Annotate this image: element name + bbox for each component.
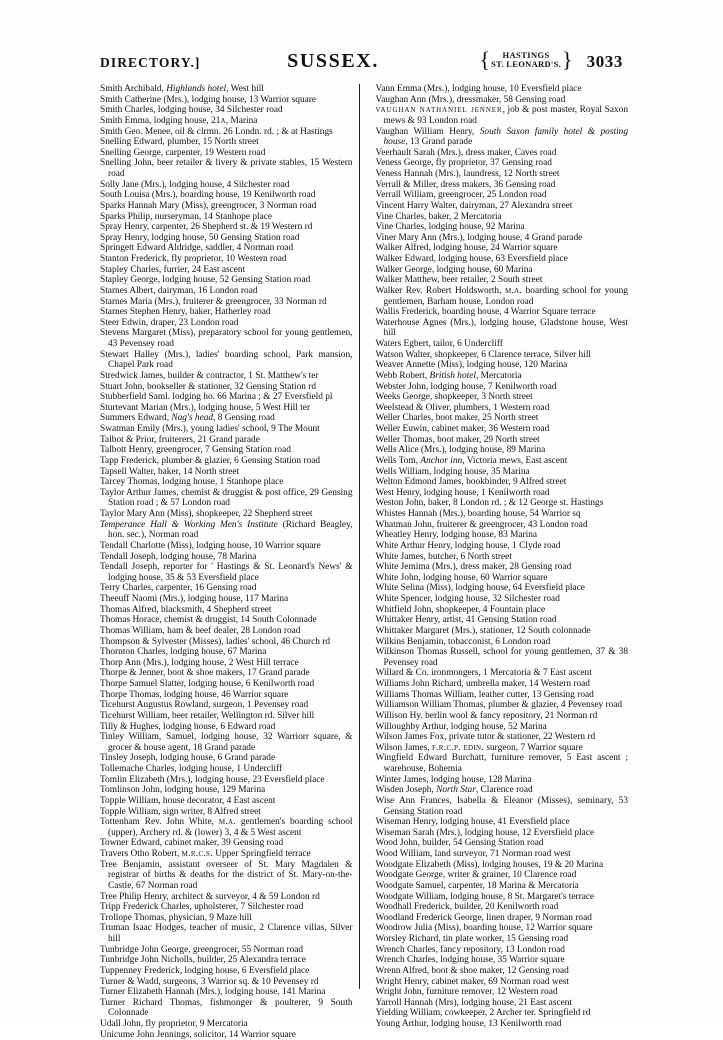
directory-entry: Turner Richard Thomas, fishmonger & poulterer, 9 South Colonnade xyxy=(100,997,353,1019)
directory-entry: Smith Archibald, Highlands hotel, West hill xyxy=(100,84,264,94)
directory-entry: Stubberfield Saml. lodging ho. 66 Marina ; & 27 Eversfield pl xyxy=(100,392,333,403)
directory-entry: Starnes Albert, dairyman, 16 London road xyxy=(100,285,258,296)
header-county-title: SUSSEX. xyxy=(287,50,379,72)
directory-entry: Trollope Thomas, physician, 9 Maze hill xyxy=(100,912,252,923)
directory-entry: Wells Alice (Mrs.), lodging house, 89 Marina xyxy=(375,445,546,456)
directory-entry: Ticehurst William, beer retailer, Wellington rd. Silver hill xyxy=(100,710,315,721)
directory-entry: Stapley Charles, furrier, 24 East ascent xyxy=(100,264,246,275)
directory-entry: Tendall Joseph, lodging house, 78 Marina xyxy=(100,551,257,562)
directory-entry: Topple William, sign writer, 8 Alfred street xyxy=(100,806,261,817)
directory-entry: Wells Tom, Anchor inn, Victoria mews, East ascent xyxy=(375,455,568,466)
directory-entry: Wingfield Edward Burchatt, furniture remover, 5 East ascent ; warehouse, Bohemia xyxy=(375,753,628,774)
directory-entry: Tinsley Joseph, lodging house, 6 Grand parade xyxy=(100,753,276,764)
directory-entry: Taylor Mary Ann (Miss), shopkeeper, 22 Shepherd street xyxy=(100,509,313,519)
directory-entry: Spray Henry, carpenter, 26 Shepherd st. & 19 Western rd xyxy=(100,222,313,233)
directory-entry: Thorpe Samuel Slatter, lodging house, 6 Kenilworth road xyxy=(100,679,315,689)
directory-entry: Stanton Frederick, fly proprietor, 10 Western road xyxy=(100,254,287,264)
directory-entry: Walker Alfred, lodging house, 24 Warrior square xyxy=(375,243,558,254)
directory-entry: Terry Charles, carpenter, 16 Gensing road xyxy=(100,583,257,594)
directory-entry: Wood John, builder, 54 Gensing Station road xyxy=(375,838,544,849)
directory-entry: Yarroll Hannah (Mrs), lodging house, 21 East ascent xyxy=(375,997,573,1008)
directory-entry: Wood William, land surveyor, 71 Norman road west xyxy=(375,849,571,859)
directory-entry: Tinley William, Samuel, lodging house, 32 Warriorr square, & grocer & house agent, 18 Grand parade xyxy=(100,732,353,753)
directory-entry: Smith Catherine (Mrs.), lodging house, 13 Warrior square xyxy=(100,94,317,105)
directory-entry: Taylor Arthur James, chemist & druggist & post office, 29 Gensing Station road ; & 57 London road xyxy=(100,487,353,509)
directory-entry: Stewart Halley (Mrs.), ladies' boarding school, Park mansion, Chapel Park road xyxy=(100,349,353,371)
column-divider xyxy=(359,84,360,989)
directory-entry: Willard & Co. ironmongers, 1 Mercatoria & 7 East ascent xyxy=(375,668,592,679)
directory-entry: Waterhouse Agnes (Mrs.), lodging house, Gladstone house, West hill xyxy=(375,317,628,339)
directory-entry: Vaughan Ann (Mrs.), dressmaker, 58 Gensing road xyxy=(375,94,566,105)
directory-entry: Watson Walter, shopkeeper, 6 Clarence terrace, Silver hill xyxy=(375,349,592,360)
directory-entry: Stevens Margaret (Miss), preparatory school for young gentlemen, 43 Pevensey road xyxy=(100,328,353,349)
directory-entry: Webster John, lodging house, 7 Kenilworth road xyxy=(375,381,557,392)
directory-entry: vaughan nathaniel jenner, job & post master, Royal Saxon mews & 93 London road xyxy=(375,105,628,126)
directory-entry: Wells William, lodging house, 35 Marina xyxy=(375,466,530,477)
directory-entry: Tomlin Elizabeth (Mrs.), lodging house, 23 Eversfield place xyxy=(100,774,325,785)
directory-entry: Veness George, fly proprietor, 37 Gensing road xyxy=(375,158,552,169)
directory-entry: Thompson & Sylvester (Misses), ladies' school, 46 Church rd xyxy=(100,636,331,647)
directory-entry: Temperance Hall & Working Men's Institute (Richard Beagley, hon. sec.), Norman road xyxy=(100,519,353,541)
directory-entry: Woodrow Julia (Miss), boarding house, 12 Warrior square xyxy=(375,923,593,934)
directory-column-left xyxy=(100,84,359,1040)
directory-entry: Stredwick James, builder & contractor, 1 St. Matthew's ter xyxy=(100,370,319,381)
directory-entry: Stapley George, lodging house, 52 Gensing Station road xyxy=(100,275,311,286)
directory-entry: Whittaker Margaret (Mrs.), stationer, 12 South colonnade xyxy=(375,625,591,636)
directory-entry: Ticehurst Augustus Rowland, surgeon, 1 Pevensey road xyxy=(100,700,309,711)
directory-entry: Wilson James, f.r.c.p. edin. surgeon, 7 Warrior square xyxy=(375,742,583,753)
directory-entry: Thomas Alfred, blacksmith, 4 Shepherd street xyxy=(100,604,272,615)
directory-entry: Wise Ann Frances, Isabella & Eleanor (Misses), seminary, 53 Gensing Station road xyxy=(375,795,628,817)
directory-entry: Tendall Joseph, reporter for ' Hastings & St. Leonard's News' & lodging house, 35 & 53 Eversfield place xyxy=(100,562,353,583)
directory-entry: Woodgate Elizabeth (Miss), lodging houses, 19 & 20 Marina xyxy=(375,859,604,870)
header-section-label: DIRECTORY.] xyxy=(100,55,201,70)
directory-entry: Swatman Emily (Mrs.), young ladies' school, 9 The Mount xyxy=(100,424,320,434)
directory-entry: Tollemache Charles, lodging house, 1 Undercliff xyxy=(100,764,283,774)
directory-entry: Wright John, furniture remover, 12 Western road xyxy=(375,987,558,998)
directory-entry: Tottenham Rev. John White, m.a. gentlemen's boarding school (upper), Archery rd. & (lower) 3, 4 & 5 West ascent xyxy=(100,817,353,838)
directory-entry: Walker Matthew, beer retailer, 2 South street xyxy=(375,275,543,286)
directory-entry: Smith Geo. Menee, oil & clrmn. 26 Londn. rd. ; & at Hastings xyxy=(100,126,333,137)
directory-entry: Williams John Richard, umbrella maker, 14 Western road xyxy=(375,679,590,689)
directory-entry: Weeks George, shopkeeper, 3 North street xyxy=(375,392,533,403)
directory-entry: Winter James, lodging house, 128 Marina xyxy=(375,774,532,785)
directory-entry: Wallis Frederick, boarding house, 4 Warrior Square terrace xyxy=(375,307,596,318)
directory-entry: Wilkinson Thomas Russell, school for young gentlemen, 37 & 38 Pevensey road xyxy=(375,647,628,668)
directory-entry: Sturtevant Marian (Mrs.), lodging house, 5 West Hill ter xyxy=(100,402,311,413)
directory-entry: Wiseman Henry, lodging house, 41 Eversfield place xyxy=(375,817,570,828)
directory-entry: Truman Isaac Hodges, teacher of music, 2 Clarence villas, Silver hill xyxy=(100,923,353,944)
directory-entry: Talbott Henry, greengrocer, 7 Gensing Station road xyxy=(100,445,291,456)
directory-columns xyxy=(100,84,629,1040)
directory-entry: Summers Edward, Nag's head, 8 Gensing road xyxy=(100,413,275,424)
directory-entry: White Jemima (Mrs.), dress maker, 28 Gensing road xyxy=(375,562,572,573)
brace-open-icon: { xyxy=(479,47,491,72)
directory-entry: Wrench Charles, fancy repository, 13 London road xyxy=(375,944,565,955)
directory-entry: Walker George, lodging house, 60 Marina xyxy=(375,264,533,275)
directory-entry: Weller Euwin, cabinet maker, 36 Western road xyxy=(375,424,550,434)
directory-entry: Unicume John Jennings, solicitor, 14 Warrior square xyxy=(100,1029,296,1040)
directory-entry: Wilson James Fox, private tutor & stationer, 22 Western rd xyxy=(375,732,596,743)
directory-entry: Walker Edward, lodging house, 63 Eversfield place xyxy=(375,254,568,264)
directory-entry: Sparks Hannah Mary (Miss), greengrocer, 3 Norman road xyxy=(100,200,317,211)
directory-entry: Turner & Wadd, surgeons, 3 Warrior sq. & 10 Pevensey rd xyxy=(100,976,319,987)
directory-entry: West Henry, lodging house, 1 Kenilworth road xyxy=(375,487,550,498)
directory-entry: Talbot & Prior, fruiterers, 21 Grand parade xyxy=(100,434,260,445)
directory-entry: Spray Henry, lodging house, 50 Gensing Station road xyxy=(100,232,300,243)
directory-entry: Snelling John, beer retailer & livery & private stables, 15 Western road xyxy=(100,158,353,179)
directory-entry: Vincent Harry Walter, dairyman, 27 Alexandra street xyxy=(375,200,573,211)
directory-entry: Theeuff Naomi (Mrs.), lodging house, 117 Marina xyxy=(100,594,289,604)
running-header xyxy=(100,47,623,74)
directory-entry: White Selina (Miss), lodging house, 64 Eversfield place xyxy=(375,583,585,594)
directory-entry: Vann Emma (Mrs.), lodging house, 10 Eversfield place xyxy=(375,84,582,94)
directory-entry: Tuppenney Frederick, lodging house, 6 Eversfield place xyxy=(100,965,310,976)
brace-close-icon: } xyxy=(562,47,573,72)
directory-entry: Willison Hy. berlin wool & fancy repository, 21 Norman rd xyxy=(375,710,598,721)
directory-entry: Young Arthur, lodging house, 13 Kenilworth road xyxy=(375,1019,562,1029)
directory-entry: White John, lodging house, 60 Warrior square xyxy=(375,572,548,583)
directory-entry: Weelstead & Oliver, plumbers, 1 Western road xyxy=(375,402,550,413)
directory-entry: Solly Jane (Mrs.), lodging house, 4 Silchester road xyxy=(100,179,290,190)
directory-entry: Stuart John, bookseller & stationer, 32 Gensing Station rd xyxy=(100,381,317,392)
directory-entry: White Spencer, lodging house, 32 Silchester road xyxy=(375,594,560,604)
directory-entry: Starnes Maria (Mrs.), fruiterer & greengrocer, 33 Norman rd xyxy=(100,296,327,307)
directory-entry: Snelling Edward, plumber, 15 North street xyxy=(100,137,259,148)
header-town-line1: HASTINGS xyxy=(502,50,550,61)
directory-entry: Woodhall Frederick, builder, 20 Kenilworth road xyxy=(375,902,559,913)
directory-entry: Viner Mary Ann (Mrs.), lodging house, 4 Grand parade xyxy=(375,232,583,243)
page-number: 3033 xyxy=(586,52,623,71)
directory-entry: Webb Robert, British hotel, Mercatoria xyxy=(375,370,522,381)
directory-entry: Topple William, house decorator, 4 East ascent xyxy=(100,795,276,806)
directory-entry: Whistes Hannah (Mrs.), boarding house, 54 Warrior sq xyxy=(375,509,581,519)
directory-entry: Sparks Philip, nurseryman, 14 Stanhope place xyxy=(100,211,273,222)
directory-entry: Smith Emma, lodging house, 21a, Marina xyxy=(100,115,258,126)
directory-entry: Wiseman Sarah (Mrs.), lodging house, 12 Eversfield place xyxy=(375,827,595,838)
directory-entry: Verrall & Miller, dress makers, 36 Gensing road xyxy=(375,179,556,190)
directory-entry: Travers Otho Robert, m.r.c.s. Upper Springfield terrace xyxy=(100,849,311,859)
directory-entry: Woodgate Samuel, carpenter, 18 Marina & Mercatoria xyxy=(375,880,579,891)
directory-entry: Wrenn Alfred, boot & shoe maker, 12 Gensing road xyxy=(375,965,569,976)
directory-entry: Thorpe & Jenner, boot & shoe makers, 17 Grand parade xyxy=(100,668,310,679)
directory-entry: Vine Charles, lodging house, 92 Marina xyxy=(375,222,525,233)
directory-entry: Udall John, fly proprietor, 9 Mercatoria xyxy=(100,1019,248,1029)
directory-entry: Waters Egbert, tailor, 6 Undercliff xyxy=(375,339,503,349)
directory-entry: Steer Edwin, draper, 23 London road xyxy=(100,317,239,328)
directory-entry: Thorp Ann (Mrs.), lodging house, 2 West Hill terrace xyxy=(100,657,299,668)
directory-entry: Whittaker Henry, artist, 41 Gensing Station road xyxy=(375,615,557,626)
directory-entry: Weller Charles, boot maker, 25 North street xyxy=(375,413,539,424)
directory-entry: South Louisa (Mrs.), boarding house, 19 Kenilworth road xyxy=(100,190,316,201)
directory-entry: Thornton Charles, lodging house, 67 Marina xyxy=(100,647,267,658)
directory-entry: Tapp Frederick, plumber & glazier, 6 Gensing Station road xyxy=(100,455,321,466)
directory-entry: Turner Elizabeth Hannah (Mrs.), lodging house, 141 Marina xyxy=(100,987,326,998)
directory-entry: Whatman John, fruiterer & greengrocer, 43 London road xyxy=(375,519,588,530)
directory-entry: Wilkins Benjamin, tobacconist, 6 London road xyxy=(375,636,551,647)
directory-entry: Tarcey Thomas, lodging house, 1 Stanhope place xyxy=(100,477,284,488)
directory-entry: Snelling George, carpenter, 19 Western road xyxy=(100,147,266,158)
directory-entry: Tree Philip Henry, architect & surveyor, 4 & 59 London rd xyxy=(100,891,320,902)
directory-entry: Veness Hannah (Mrs.), laundress, 12 North street xyxy=(375,169,560,179)
directory-entry: Tapsell Walter, baker, 14 North street xyxy=(100,466,240,477)
directory-entry: Thomas William, ham & beef dealer, 28 London road xyxy=(100,625,301,636)
directory-entry: Starnes Stephen Henry, baker, Hatherley road xyxy=(100,307,271,318)
directory-entry: Smith Charles, lodging house, 34 Silchester road xyxy=(100,105,283,116)
directory-entry: Weller Thomas, boot maker, 29 North street xyxy=(375,434,540,445)
directory-entry: Walker Rev. Robert Holdsworth, m.a. boarding school for young gentlemen, Barham house, London road xyxy=(375,285,628,307)
directory-entry: Williams Thomas William, leather cutter, 13 Gensing road xyxy=(375,689,594,700)
directory-entry: Weaver Annette (Miss), lodging house, 120 Marina xyxy=(375,360,568,371)
directory-entry: Verrall William, greengrocer, 25 London road xyxy=(375,190,547,201)
directory-column-right xyxy=(364,84,629,1029)
header-town-brace xyxy=(479,47,573,72)
directory-entry: Willoughby Arthur, lodging house, 52 Marina xyxy=(375,721,547,732)
header-town-line2: ST. LEONARD'S. xyxy=(491,58,562,69)
directory-entry: Tree Benjamin, assistant overseer of St. Mary Magdalen & registrar of births & deaths for the district of St. Mary-on-the-Castle, 67 Norman road xyxy=(100,859,353,891)
directory-entry: Tripp Frederick Charles, upholsterer, 7 Silchester road xyxy=(100,902,304,913)
directory-entry: Thomas Horace, chemist & druggist, 14 South Colonnade xyxy=(100,615,317,626)
directory-entry: Williamson William Thomas, plumber & glazier, 4 Pevensey road xyxy=(375,700,623,711)
directory-entry: Tendall Charlotte (Miss), lodging house, 10 Warrior square xyxy=(100,540,321,551)
directory-entry: Tunbridge John Nicholls, builder, 25 Alexandra terrace xyxy=(100,955,306,966)
directory-entry: White Arthur Henry, lodging house, 1 Clyde road xyxy=(375,540,561,551)
directory-entry: Woodland Frederick George, linen draper, 9 Norman road xyxy=(375,912,592,923)
directory-entry: Tilly & Hughes, lodging house, 6 Edward road xyxy=(100,721,276,732)
directory-entry: Whitfield John, shopkeeper, 4 Fountain place xyxy=(375,604,546,615)
directory-entry: White James, butcher, 6 North street xyxy=(375,551,512,562)
directory-entry: Thorpe Thomas, lodging house, 46 Warrior square xyxy=(100,689,289,700)
directory-entry: Vine Charles, baker, 2 Mercatoria xyxy=(375,211,502,222)
directory-entry: Woodgate William, lodging house, 8 St. Margaret's terrace xyxy=(375,891,595,902)
directory-entry: Wright Henry, cabinet maker, 69 Norman road west xyxy=(375,976,569,987)
directory-entry: Towner Edward, cabinet maker, 39 Gensing road xyxy=(100,838,284,849)
directory-entry: Woodgate George, writer & grainer, 10 Clarence road xyxy=(375,870,577,881)
directory-entry: Weston John, baker, 8 London rd. ; & 12 George st. Hastings xyxy=(375,498,604,509)
directory-entry: Tunbridge John George, greengrocer, 55 Norman road xyxy=(100,944,304,955)
directory-entry: Welton Edmond James, bookbinder, 9 Alfred street xyxy=(375,477,567,488)
directory-entry: Wisden Joseph, North Star, Clarence road xyxy=(375,785,533,796)
directory-entry: Worsley Richard, tin plate worker, 15 Gensing road xyxy=(375,934,569,944)
directory-entry: Yielding William, cowkeeper, 2 Archer ter. Springfield rd xyxy=(375,1008,591,1019)
directory-entry: Wrench Charles, lodging house, 35 Warrior square xyxy=(375,955,565,966)
directory-entry: Springett Edward Aldridge, saddler, 4 Norman road xyxy=(100,243,294,254)
directory-entry: Veerhault Sarah (Mrs.), dress maker, Caves road xyxy=(375,147,557,158)
directory-entry: Wheatley Henry, lodging house, 83 Marina xyxy=(375,530,538,541)
directory-entry: Tomlinson John, lodging house, 129 Marina xyxy=(100,785,266,796)
directory-entry: Vaughan William Henry, South Saxon family hotel & posting house, 13 Grand parade xyxy=(375,126,629,148)
